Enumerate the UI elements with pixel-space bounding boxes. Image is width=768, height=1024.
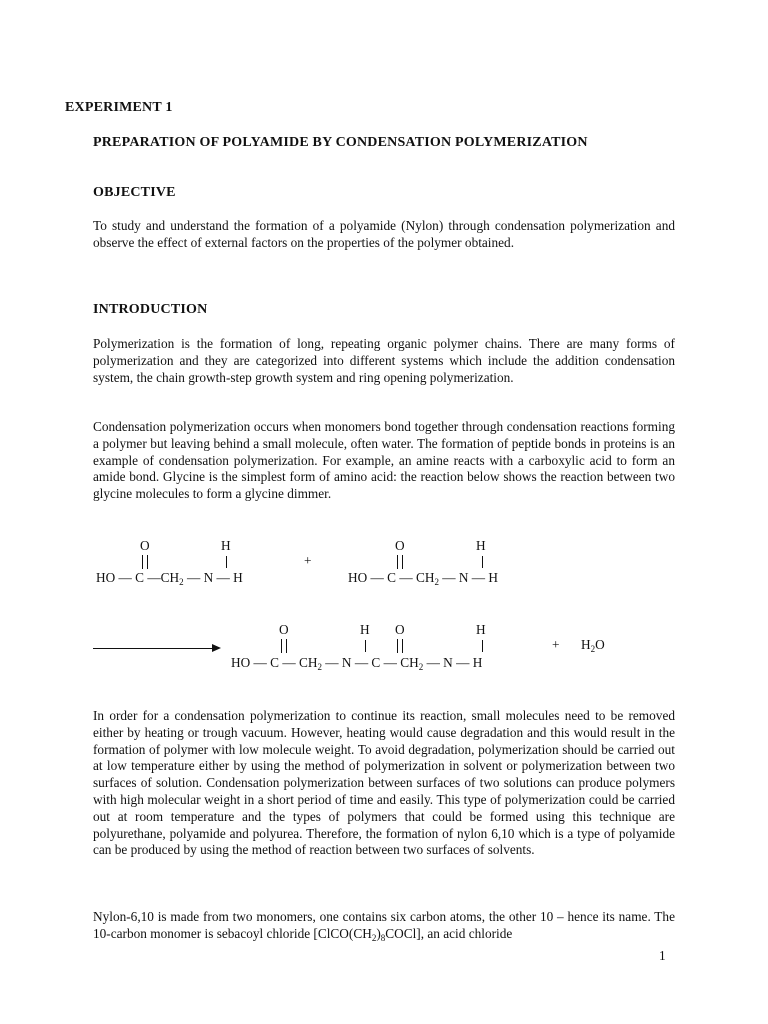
introduction-heading: INTRODUCTION — [93, 302, 208, 317]
single-bond — [482, 556, 483, 568]
atom-h: H — [476, 622, 486, 637]
water-molecule: $H_2O$ — [581, 637, 605, 654]
document-title: PREPARATION OF POLYAMIDE BY CONDENSATION POLYMERIZATION — [93, 135, 588, 150]
atom-h: H — [360, 622, 370, 637]
double-bond — [397, 639, 403, 653]
plus-sign: + — [304, 553, 312, 568]
intro-paragraph-4: Nylon-6,10 is made from two monomers, one contains six carbon atoms, the other 10 – hence its name. The 10-carbon monomer is sebacoyl chloride $[ClCO(CH_2)_8COCl]$, an acid chloride — [93, 909, 675, 943]
reactant-glycine-2: HO — C — $CH_2$ — N — H — [348, 570, 499, 587]
plus-sign: + — [552, 637, 560, 652]
reactant-glycine-1: HO — C $—CH_2$ — N — H — [96, 570, 243, 587]
product-dimer: HO — C — $CH_2$ — N — C — $CH_2$ — N — H — [231, 655, 483, 672]
reaction-arrow — [93, 648, 213, 649]
double-bond — [281, 639, 287, 653]
single-bond — [226, 556, 227, 568]
atom-o: O — [395, 622, 405, 637]
page-number: 1 — [659, 948, 666, 963]
atom-o: O — [279, 622, 289, 637]
single-bond — [482, 640, 483, 652]
intro-paragraph-2: Condensation polymerization occurs when monomers bond together through condensation reactions forming a polymer but leaving behind a small molecule, often water. The formation of peptide bonds in proteins is an example of condensation polymerization. For example, an amine reacts with a carboxylic acid to form an amide bond. Glycine is the simplest form of amino acid: the reaction below shows the reaction between two glycine molecules to form a glycine dimmer. — [93, 419, 675, 502]
intro-paragraph-1: Polymerization is the formation of long, repeating organic polymer chains. There are many forms of polymerization and they are categorized into different systems which include the addition condensation system, the chain growth-step growth system and ring opening polymerization. — [93, 336, 675, 385]
single-bond — [365, 640, 366, 652]
double-bond — [397, 555, 403, 569]
objective-heading: OBJECTIVE — [93, 185, 176, 200]
atom-h: H — [476, 538, 486, 553]
atom-h: H — [221, 538, 231, 553]
intro-paragraph-3: In order for a condensation polymerization to continue its reaction, small molecules need to be removed either by heating or trough vacuum. However, heating would cause degradation and this would result in the formation of polymer with low molecule weight. To avoid degradation, polymerization should be carried out at low temperature either by using the method of polymerization in solvent or polymerization between two surfaces of solution. Condensation polymerization between surfaces of two solutions can produce polymers with high molecular weight in a short period of time and easily. This type of polymerization could be carried out at room temperature and the types of polymers that could be formed using this technique are polyurethane, polyamide and polyurea. Therefore, the formation of nylon 6,10 which is a type of polyamide can be produced by using the method of reaction between two surfaces of solvents. — [93, 708, 675, 858]
objective-text: To study and understand the formation of a polyamide (Nylon) through condensation polymerization and observe the effect of external factors on the properties of the polymer obtained. — [93, 218, 675, 250]
atom-o: O — [395, 538, 405, 553]
arrow-head-icon — [212, 644, 221, 652]
double-bond — [142, 555, 148, 569]
experiment-label: EXPERIMENT 1 — [65, 100, 173, 115]
atom-o: O — [140, 538, 150, 553]
